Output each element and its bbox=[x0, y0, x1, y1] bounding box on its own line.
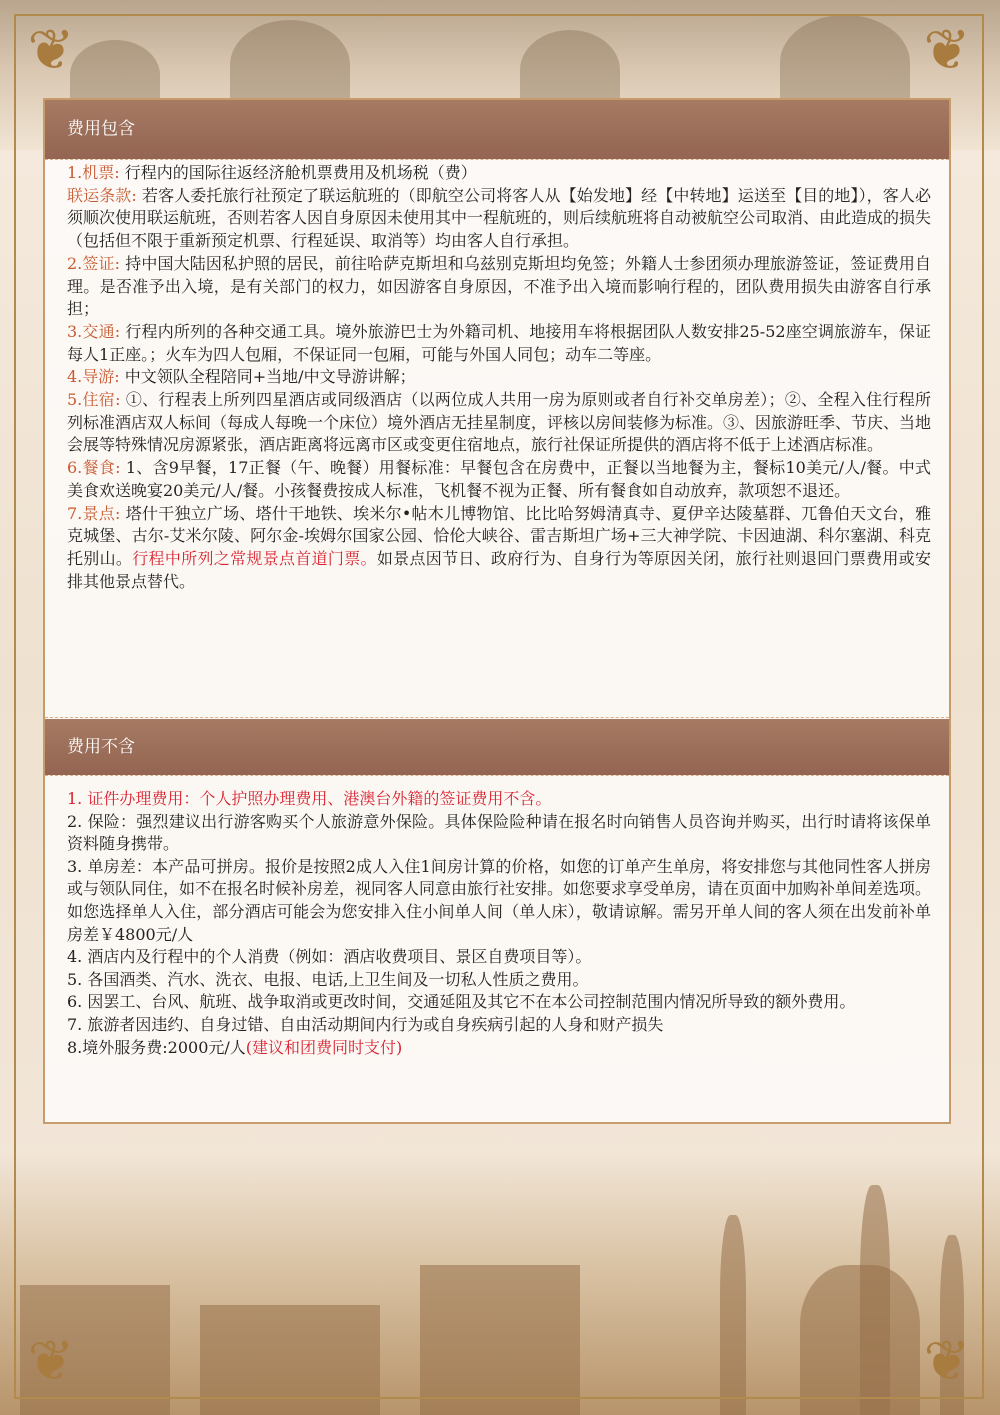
excludes-item-service-fee: 8.境外服务费:2000元/人(建议和团费同时支付) bbox=[67, 1037, 403, 1057]
ornament-corner-icon: ❦ bbox=[27, 18, 75, 83]
includes-item-guide: 4.导游: 中文领队全程陪同+当地/中文导游讲解； bbox=[67, 367, 416, 387]
excludes-item-personal-expenses: 4. 酒店内及行程中的个人消费（例如：酒店收费项目、景区自费项目等）。 bbox=[67, 947, 592, 967]
divider bbox=[45, 717, 949, 718]
excludes-content bbox=[67, 788, 931, 1059]
excludes-item-documents: 1. 证件办理费用：个人护照办理费用、港澳台外籍的签证费用不含。 bbox=[67, 789, 552, 808]
divider bbox=[45, 159, 949, 160]
includes-content bbox=[67, 162, 931, 593]
includes-item-attractions: 7.景点: 塔什干独立广场、塔什干地铁、埃米尔•帖木儿博物馆、比比哈努姆清真寺、夏伊辛达陵墓群、兀鲁伯天文台，雅克城堡、古尔-艾米尔陵、阿尔金-埃姆尔国家公园、恰伦大峡谷、雷吉斯坦广场+三大神学院、卡因迪湖、科尔塞湖、科克托别山。行程中所列之常规景点首道门票。如景点因节日、政府行为、自身行为等原因关闭，旅行社则退回门票费用或安排其他景点替代。 bbox=[67, 503, 931, 591]
includes-item-visa: 2.签证: 持中国大陆因私护照的居民，前往哈萨克斯坦和乌兹别克斯坦均免签；外籍人士参团须办理旅游签证，签证费用自理。是否准予出入境，是有关部门的权力，如因游客自身原因，不准予出入境而影响行程的，团队费用损失由游客自行承担； bbox=[67, 253, 931, 319]
ornament-corner-icon: ❦ bbox=[27, 1329, 75, 1394]
fee-panel bbox=[43, 98, 951, 1124]
ornament-corner-icon: ❦ bbox=[923, 18, 971, 83]
includes-item-connecting-flights: 联运条款: 若客人委托旅行社预定了联运航班的（即航空公司将客人从【始发地】经【中转地】运送至【目的地】），客人必须顺次使用联运航班，否则若客人因自身原因未使用其中一程航班的，则后续航班将自动被航空公司取消、由此造成的损失（包括但不限于重新预定机票、行程延误、取消等）均由客人自行承担。 bbox=[67, 185, 932, 251]
excludes-item-personal-loss: 7. 旅游者因违约、自身过错、自由活动期间内行为或自身疾病引起的人身和财产损失 bbox=[67, 1014, 664, 1034]
includes-item-accommodation: 5.住宿: ①、行程表上所列四星酒店或同级酒店（以两位成人共用一房为原则或者自行补交单房差）；②、全程入住行程所列标准酒店双人标间（每成人每晚一个床位）境外酒店无挂星制度，评核以房间装修为标准。③、因旅游旺季、节庆、当地会展等特殊情况房源紧张，酒店距离将远离市区或变更住宿地点，旅行社保证所提供的酒店将不低于上述酒店标准。 bbox=[67, 390, 932, 455]
excludes-item-drinks-laundry: 5. 各国酒类、汽水、洗衣、电报、电话,上卫生间及一切私人性质之费用。 bbox=[67, 969, 589, 989]
section-header-includes: 费用包含 bbox=[45, 100, 949, 159]
excludes-item-insurance: 2. 保险：强烈建议出行游客购买个人旅游意外保险。具体保险险种请在报名时向销售人员咨询并购买，出行时请将该保单资料随身携带。 bbox=[67, 811, 931, 854]
excludes-item-single-room: 3. 单房差：本产品可拼房。报价是按照2成人入住1间房计算的价格，如您的订单产生单房，将安排您与其他同性客人拼房或与领队同住，如不在报名时候补房差，视同客人同意由旅行社安排。如您要求享受单房，请在页面中加购补单间差选项。如您选择单人入住，部分酒店可能会为您安排入住小间单人间（单人床），敬请谅解。需另开单人间的客人须在出发前补单房差￥4800元/人 bbox=[67, 856, 932, 944]
ornament-corner-icon: ❦ bbox=[923, 1329, 971, 1394]
section-header-excludes: 费用不含 bbox=[45, 719, 949, 775]
includes-item-transport: 3.交通: 行程内所列的各种交通工具。境外旅游巴士为外籍司机、地接用车将根据团队人数安排25-52座空调旅游车，保证每人1正座。；火车为四人包厢，不保证同一包厢，可能与外国人同包；动车二等座。 bbox=[67, 321, 931, 364]
includes-item-meals: 6.餐食: 1、含9早餐，17正餐（午、晚餐）用餐标准：早餐包含在房费中，正餐以当地餐为主，餐标10美元/人/餐。中式美食欢送晚宴20美元/人/餐。小孩餐费按成人标准，飞机餐不视为正餐、所有餐食如自动放弃，款项恕不退还。 bbox=[67, 458, 931, 500]
includes-item-airfare: 1.机票: 行程内的国际往返经济舱机票费用及机场税（费） bbox=[67, 163, 477, 182]
divider bbox=[45, 775, 949, 776]
excludes-item-force-majeure: 6. 因罢工、台风、航班、战争取消或更改时间，交通延阻及其它不在本公司控制范围内情况所导致的额外费用。 bbox=[67, 992, 856, 1012]
